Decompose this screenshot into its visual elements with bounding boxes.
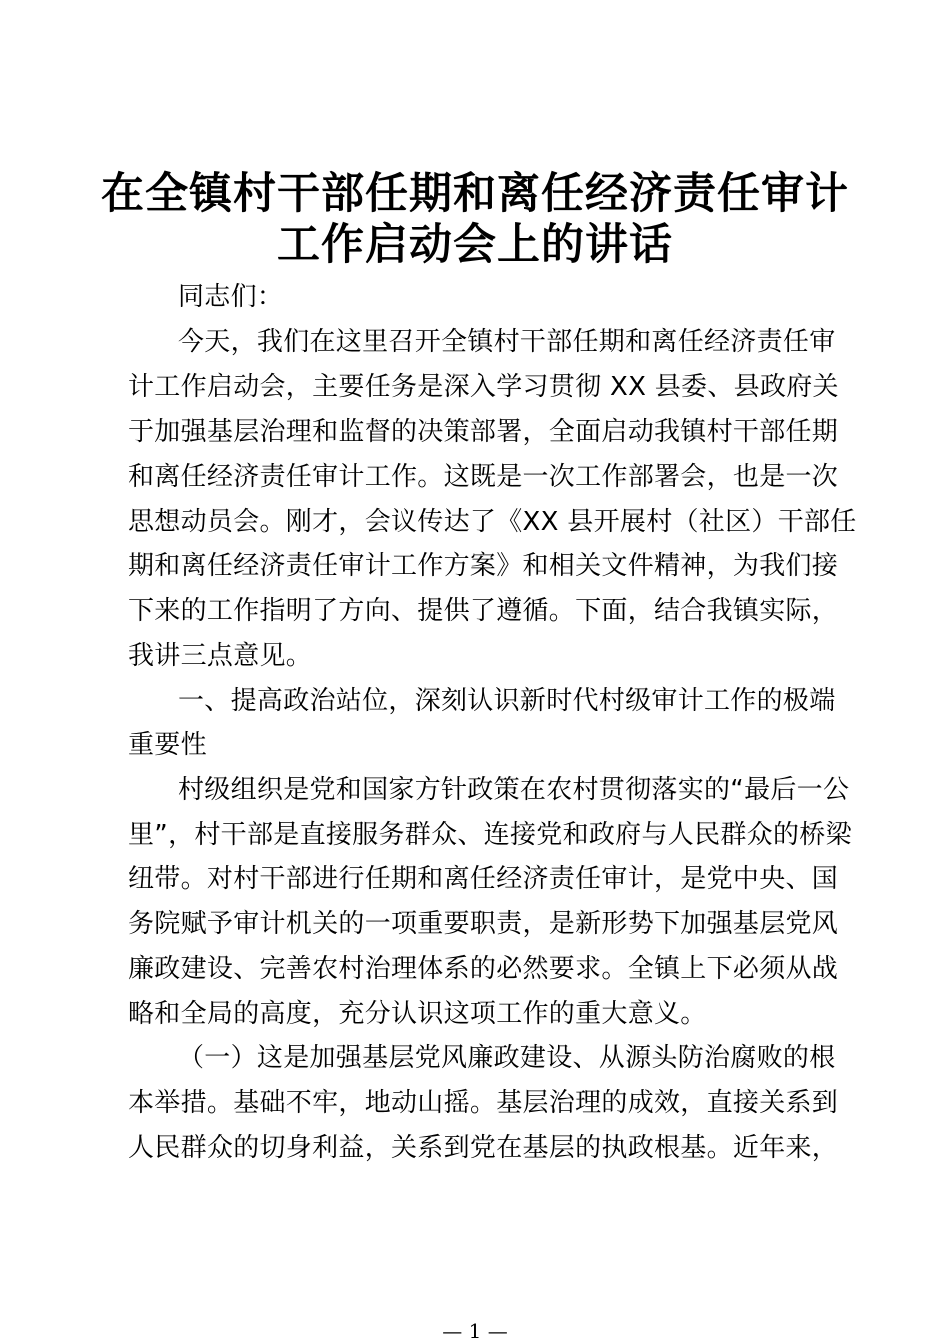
body-line: 人民群众的切身利益，关系到党在基层的执政根基。近年来， bbox=[128, 1133, 839, 1163]
page-number: — 1 — bbox=[442, 1319, 508, 1343]
body-line: 务院赋予审计机关的一项重要职责，是新形势下加强基层党风 bbox=[128, 909, 839, 939]
document-title-line-1: 在全镇村干部任期和离任经济责任审计 bbox=[101, 169, 849, 219]
body-line: 和离任经济责任审计工作。这既是一次工作部署会，也是一次 bbox=[128, 462, 839, 492]
body-line: 于加强基层治理和监督的决策部署，全面启动我镇村干部任期 bbox=[128, 417, 839, 447]
section-heading-continued: 重要性 bbox=[128, 730, 207, 760]
body-line: 思想动员会。刚才，会议传达了《XX 县开展村（社区）干部任 bbox=[128, 507, 857, 537]
body-line: 廉政建设、完善农村治理体系的必然要求。全镇上下必须从战 bbox=[128, 954, 839, 984]
body-line: 下来的工作指明了方向、提供了遵循。下面，结合我镇实际， bbox=[128, 596, 839, 626]
body-line: 纽带。对村干部进行任期和离任经济责任审计，是党中央、国 bbox=[128, 864, 839, 894]
section-heading: 一、提高政治站位，深刻认识新时代村级审计工作的极端 bbox=[178, 686, 836, 716]
body-line: 里”，村干部是直接服务群众、连接党和政府与人民群众的桥梁 bbox=[128, 820, 852, 850]
body-line: 我讲三点意见。 bbox=[128, 641, 313, 671]
body-line: 略和全局的高度，充分认识这项工作的重大意义。 bbox=[128, 999, 707, 1029]
body-line: 期和离任经济责任审计工作方案》和相关文件精神，为我们接 bbox=[128, 551, 839, 581]
document-title-line-2: 工作启动会上的讲话 bbox=[277, 220, 673, 270]
body-line: 本举措。基础不牢，地动山摇。基层治理的成效，直接关系到 bbox=[128, 1088, 839, 1118]
body-line: 今天，我们在这里召开全镇村干部任期和离任经济责任审 bbox=[178, 327, 836, 357]
body-line: 计工作启动会，主要任务是深入学习贯彻 XX 县委、县政府关 bbox=[128, 372, 839, 402]
salutation: 同志们： bbox=[178, 282, 284, 312]
body-line: 村级组织是党和国家方针政策在农村贯彻落实的“最后一公 bbox=[178, 775, 850, 805]
body-line: （一）这是加强基层党风廉政建设、从源头防治腐败的根 bbox=[178, 1043, 836, 1073]
